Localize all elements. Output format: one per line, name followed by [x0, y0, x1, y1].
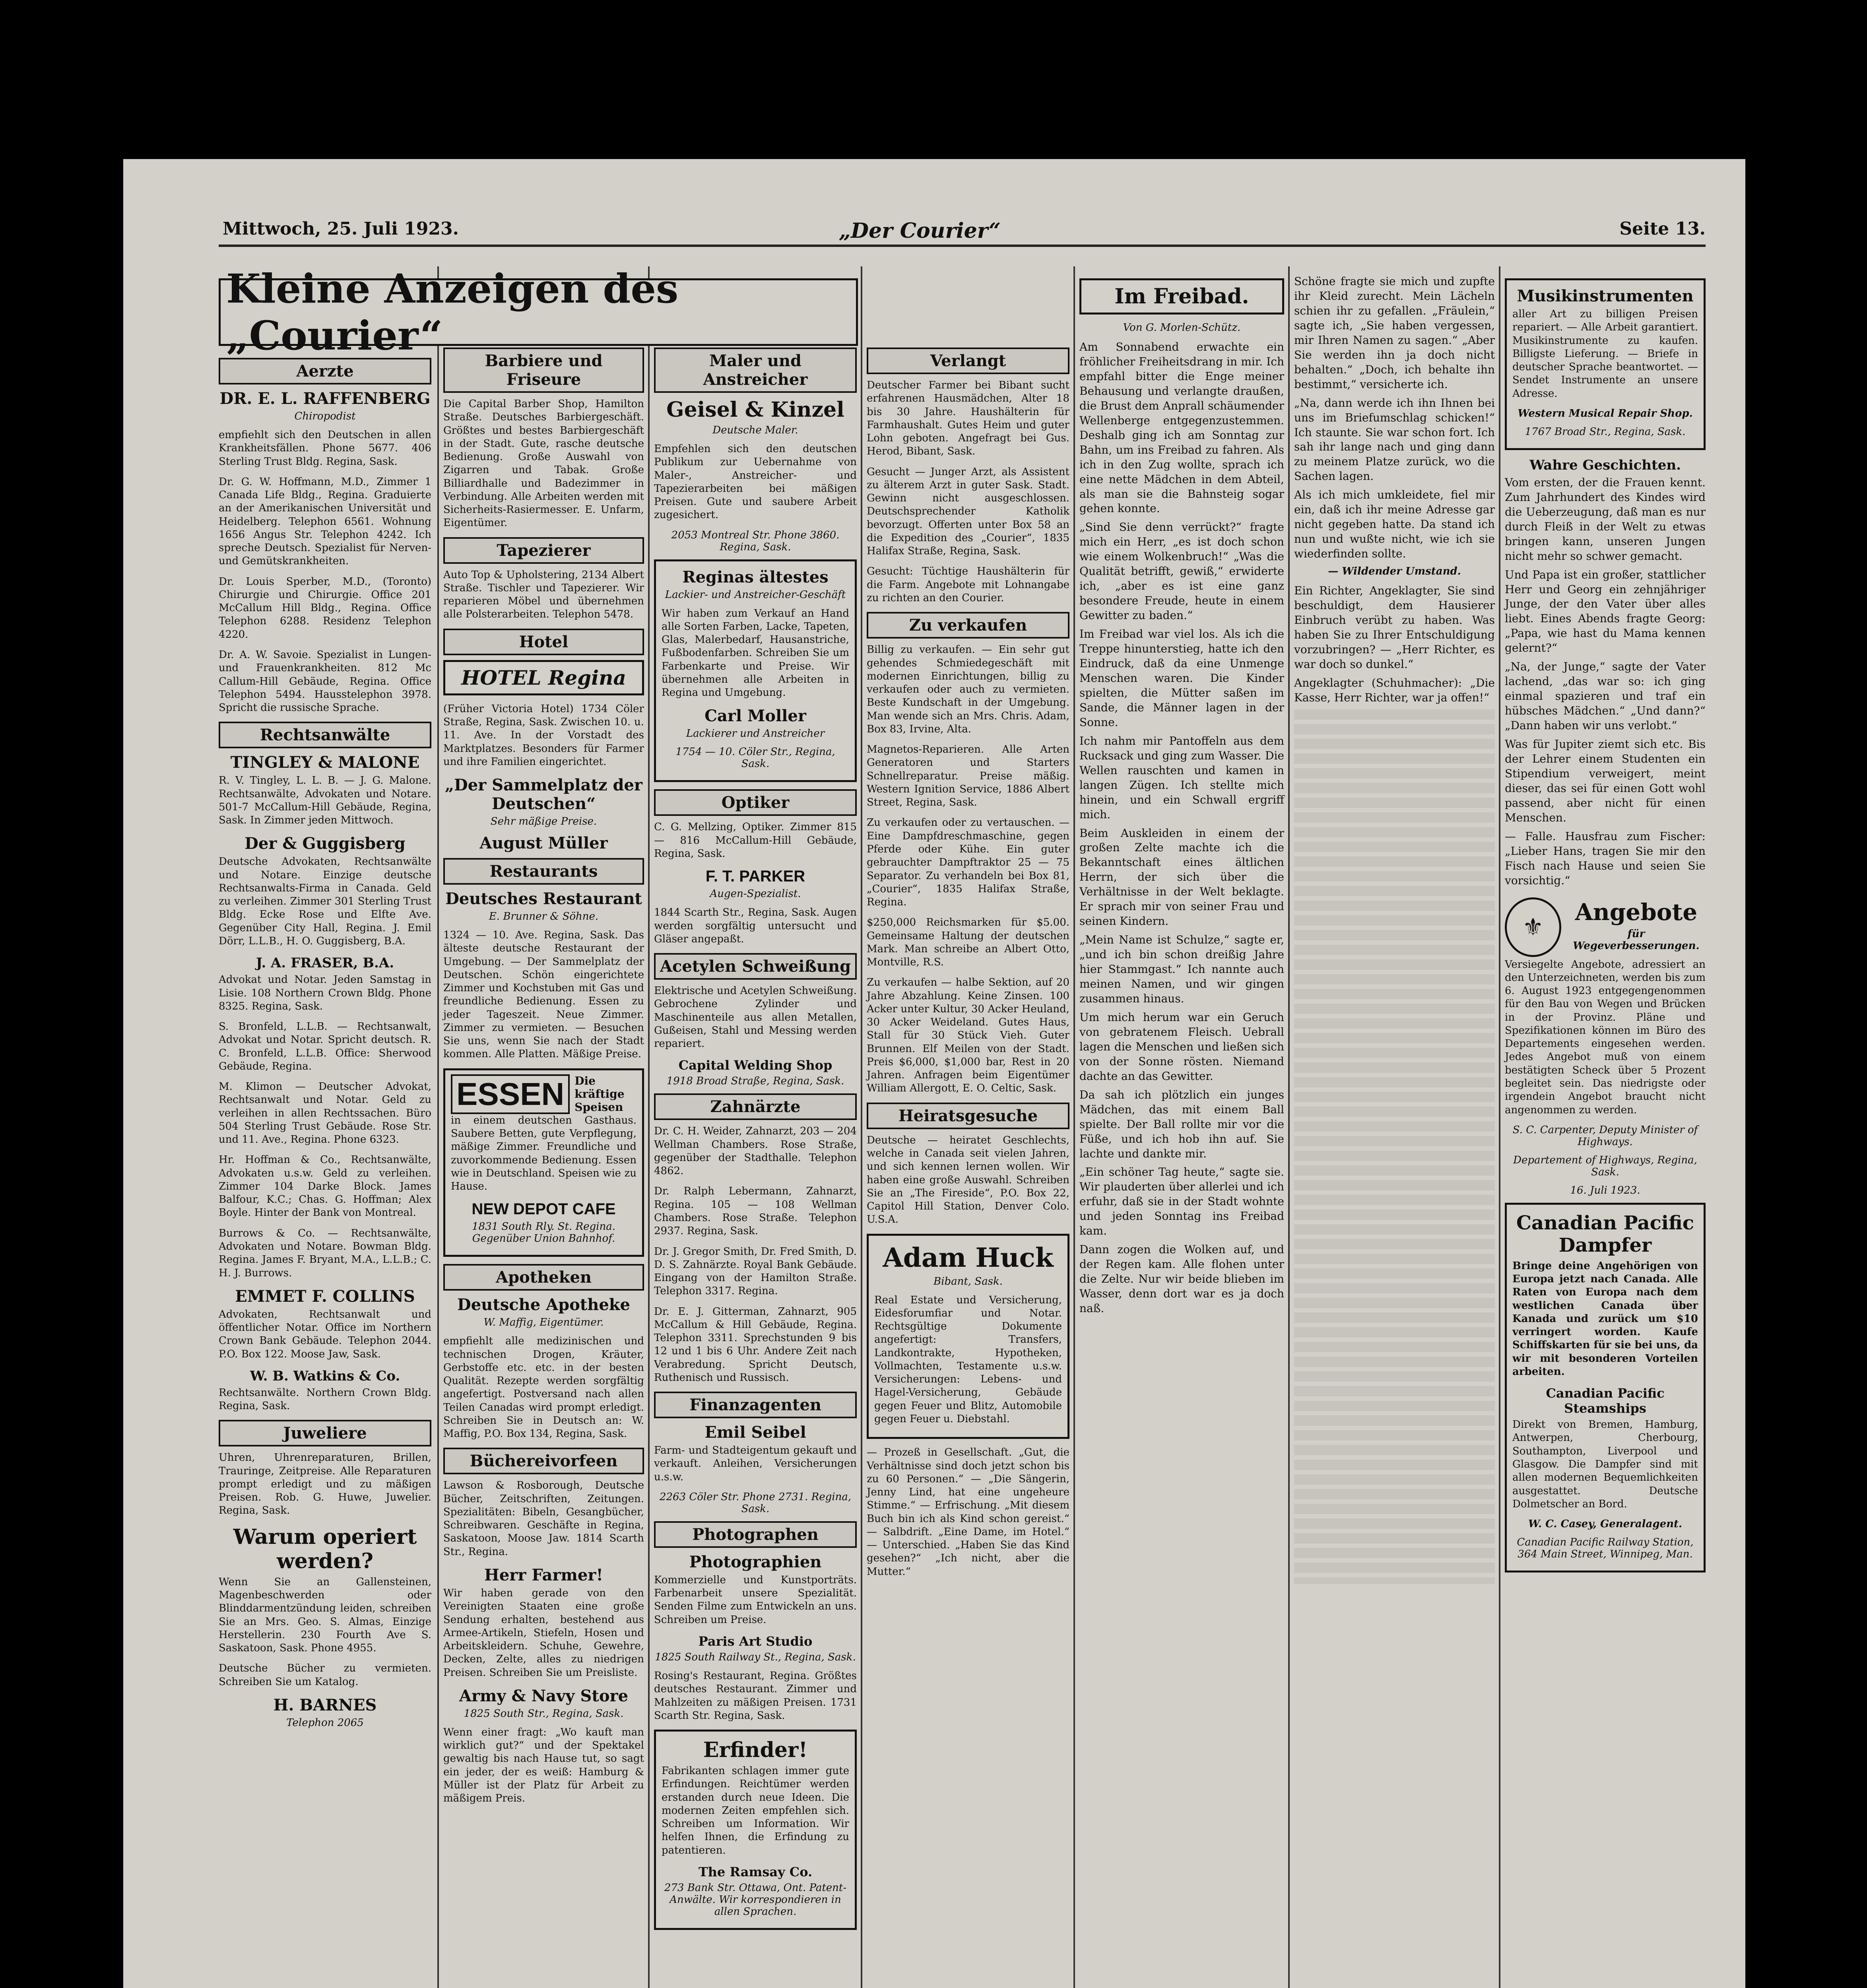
ad-name: Carl Moller: [704, 707, 806, 726]
ad-text: Wenn Sie an Gallensteinen, Magenbeschwerden oder Blinddarmentzündung leiden, schreiben Sie an Mrs. Geo. S. Almas, Einzige Herstellerin. 230 Fourth Ave S. Saskatoon, Sask. Phone 4955.: [219, 1576, 431, 1654]
ad-name: W. B. Watkins & Co.: [250, 1368, 400, 1384]
ad-subtitle: Bibant, Sask.: [934, 1275, 1003, 1287]
section-verlangt: Verlangt: [867, 348, 1069, 374]
ad-text: empfiehlt sich den Deutschen in allen Krankheitsfällen. Phone 5677. 406 Sterling Trust Bldg. Regina, Sask.: [219, 429, 431, 468]
section-apotheken: Apotheken: [443, 1264, 644, 1291]
ad-name: Capital Welding Shop: [678, 1058, 833, 1073]
ad-name: Deutsches Restaurant: [445, 889, 642, 909]
ad-text: Zu verkaufen — halbe Sektion, auf 20 Jahre Abzahlung. Keine Zinsen. 100 Acker unter Kultur, 30 Acker Heuland, 30 Acker Weideland. Gutes Haus, Stall für 30 Stück Vieh. Guter Brunnen. Elf Meilen von der Stadt. Preis $6,000, $1,000 bar, Rest in 20 Jahren. Anfragen beim Eigentümer William Allergott, E. O. Celtic, Sask.: [867, 977, 1069, 1095]
ad-text: Kommerzielle und Kunstporträts. Farbenarbeit unsere Spezialität. Senden Filme zum Entwickeln an uns. Schreiben um Preise.: [654, 1574, 857, 1626]
story-paragraph: „Ein schöner Tag heute,“ sagte sie. Wir plauderten über allerlei und ich erfuhr, daß sie in der Stadt wohnte und jeden Sonntag ins Freibad kam.: [1079, 1165, 1284, 1238]
ad-address: 1918 Broad Straße, Regina, Sask.: [666, 1075, 844, 1087]
story-paragraph: Da sah ich plötzlich ein junges Mädchen, das mit einem Ball spielte. Der Ball rollte mir vor die Füße, und ich hob ihn auf. Sie lachte und dankte mir.: [1079, 1088, 1284, 1160]
ad-subtitle: Lackierer und Anstreicher: [686, 728, 825, 740]
column-7: [1505, 274, 1706, 1988]
ad-text: Dr. Ralph Lebermann, Zahnarzt, Regina. 105 — 108 Wellman Chambers. Rose Straße. Telephon 2937. Regina, Sask.: [654, 1185, 857, 1237]
ad-name: J. A. FRASER, B.A.: [256, 955, 394, 971]
ad-subtitle: Augen-Spezialist.: [710, 888, 801, 900]
ad-name: H. BARNES: [273, 1695, 377, 1714]
column-rule: [1073, 266, 1075, 1988]
ad-text: $250,000 Reichsmarken für $5.00. Gemeinsame Haltung der deutschen Mark. Man schreibe an Albert Otto, Montville, R.S.: [867, 916, 1069, 969]
story-paragraph: Am Sonnabend erwachte ein fröhlicher Freiheitsdrang in mir. Ich empfahl bitter die Enge meiner Behausung und verlangte draußen, die Brust dem Anprall schäumender Wellenberge entgegenzustemmen. Deshalb ging ich am Sonntag zur Bahn, um ins Freibad zu fahren. Als ich in den Zug wollte, sprach ich eine nette Mädchen in dem Abteil, als man sie die Bahnsteig sogar gehen konnte.: [1079, 340, 1284, 515]
ad-name: Paris Art Studio: [698, 1634, 813, 1649]
story-title: Wahre Geschichten.: [1529, 457, 1681, 473]
section-juweliere: Juweliere: [219, 1420, 431, 1446]
story-paragraph: Als ich mich umkleidete, fiel mir ein, daß ich ihr meine Adresse gar nicht gegeben hatte. Da stand ich nun und wußte nicht, wie ich sie wiederfinden sollte.: [1294, 488, 1495, 561]
ad-text: Hr. Hoffman & Co., Rechtsanwälte, Advokaten u.s.w. Geld zu verleihen. Zimmer 104 Darke Block. James Balfour, K.C.; Chas. G. Hoffman; Alex Boyle. Hinter der Bank von Montreal.: [219, 1154, 431, 1219]
ad-text: Auto Top & Upholstering, 2134 Albert Straße. Tischler und Tapezierer. Wir reparieren Möbel und übernehmen alle Polsterarbeiten. Telephon 5478.: [443, 569, 644, 621]
ad-text: Burrows & Co. — Rechtsanwälte, Advokaten und Notare. Bowman Bldg. Regina. James F. Bryant, M.A., L.L.B.; C. H. J. Burrows.: [219, 1227, 431, 1279]
ad-address: 2263 Cöler Str. Phone 2731. Regina, Sask.: [659, 1491, 852, 1515]
story-paragraph: Was für Jupiter ziemt sich etc. Bis der Lehrer einem Studenten ein Stipendium verweigert, meint dieser, das sei für einen Gott wohl passend, aber nicht für einen Menschen.: [1505, 738, 1706, 824]
ad-subtitle: E. Brunner & Söhne.: [489, 911, 599, 923]
moller-ad: [654, 559, 857, 782]
ad-text: Deutsche Bücher zu vermieten. Schreiben Sie um Katalog.: [219, 1662, 431, 1688]
ad-text: Wir haben zum Verkauf an Hand alle Sorten Farben, Lacke, Tapeten, Glas, Malerbedarf, Hausanstriche, Fußbodenfarben. Schreiben Sie um Farbenkarte und Preise. Wir übernehmen alle Arbeiten in Regina und Umgebung.: [662, 607, 849, 699]
ad-name: TINGLEY & MALONE: [230, 753, 420, 772]
ad-text: Zu verkaufen oder zu vertauschen. — Eine Dampfdreschmaschine, gegen Pferde oder Kühe. Ein guter gebrauchter Dampftraktor 25 — 75 Separator. Zu verhandeln bei Box 81, „Courier“, 1835 Halifax Straße, Regina.: [867, 817, 1069, 909]
ad-text: Deutscher Farmer bei Bibant sucht erfahrenen Hausmädchen, Alter 18 bis 30 Jahre. Haushälterin für Farmhaushalt. Gutes Heim und guter Lohn geboten. Angefragt bei Gus. Herod, Bibant, Sask.: [867, 379, 1069, 458]
ad-address: 273 Bank Str. Ottawa, Ont. Patent-Anwälte. Wir korrespondieren in allen Sprachen.: [664, 1881, 847, 1918]
story-paragraph: „Na, dann werde ich ihn Ihnen bei uns im Briefumschlag schicken!“ Ich staunte. Sie war schon fort. Ich sah ihr lange nach und ging dann zu meinem Platze zurück, wo die Sachen lagen.: [1294, 396, 1495, 483]
ad-text: empfiehlt alle medizinischen und technischen Drogen, Kräuter, Gerbstoffe etc. etc. in der besten Qualität. Rezepte werden sorgfältig angefertigt. Postversand nach allen Teilen Canadas wird prompt erledigt. Schreiben Sie in Deutsch an: W. Maffig, P.O. Box 134, Regina, Sask.: [443, 1335, 644, 1440]
ad-address: 1767 Broad Str., Regina, Sask.: [1525, 425, 1686, 438]
story-paragraph: Ich nahm mir Pantoffeln aus dem Rucksack und ging zum Wasser. Die Wellen rauschten und kamen in langen Zügen. Ich stellte mich hinein, und ein Schwall ergriff mich.: [1079, 734, 1284, 821]
column-2: [443, 342, 644, 1988]
header-rule: [219, 245, 1706, 247]
ad-text: Farm- und Stadteigentum gekauft und verkauft. Anleihen, Versicherungen u.s.w.: [654, 1444, 857, 1483]
ad-text: Real Estate und Versicherung, Eidesforumfiar und Notar. Rechtsgültige Dokumente angefertigt: Transfers, Landkontrakte, Hypotheken, Vollmachten, Testamente u.s.w. Versicherungen: Lebens- und Hagel-Versicherung, Gebäude gegen Feuer und Blitz, Automobile gegen Feuer u. Diebstahl.: [874, 1294, 1062, 1425]
ad-text: Dr. G. W. Hoffmann, M.D., Zimmer 1 Canada Life Bldg., Regina. Graduierte an der Amerikanischen Universität und Heidelberg. Telephon 6561. Wohnung 1656 Angus Str. Telephon 4242. Ich spreche Deutsch. Spezialist für Nerven- und Gemütskrankheiten.: [219, 476, 431, 567]
text-filler: [1294, 709, 1495, 1584]
banner-title: Kleine Anzeigen des „Courier“: [226, 265, 679, 359]
story-paragraph: Um mich herum war ein Geruch von gebratenem Fleisch. Uebrall lagen die Menschen und ließen sich von der Sonne rösten. Niemand dachte an das Gewitter.: [1079, 1010, 1284, 1083]
story-title: Im Freibad.: [1114, 284, 1249, 309]
ad-text: Lawson & Rosborough, Deutsche Bücher, Zeitschriften, Zeitungen. Spezialitäten: Bibeln, Gesangbücher, Schreibwaren. Geschäfte in Regina, Saskatoon, Moose Jaw. 1814 Scarth Str., Regina.: [443, 1479, 644, 1558]
music-ad: [1505, 278, 1706, 450]
newspaper-page: [123, 159, 1745, 1988]
story-text: — Prozeß in Gesellschaft. „Gut, die Verhältnisse sind doch jetzt schon bis zu 60 Personen.“ — „Die Sängerin, Jenny Lind, hat eine ungeheure Stimme.“ — Erfrischung. „Mit diesem Buch bin ich als Kind schon gereist.“ — Salbdrift. „Eine Dame, im Hotel.“ — Unterschied. „Haben Sie das Kind gesehen?“ „Ich nicht, aber die Mutter.“: [867, 1446, 1069, 1578]
hotel-logo: [443, 660, 644, 695]
ad-name: NEW DEPOT CAFE: [472, 1200, 616, 1218]
ad-name: F. T. PARKER: [705, 868, 805, 885]
column-rule: [861, 266, 862, 1988]
section-heiratsgesuche: Heiratsgesuche: [867, 1103, 1069, 1129]
erfinder-ad: [654, 1730, 857, 1930]
story-title-box: [1079, 278, 1284, 315]
ad-text: Wenn einer fragt: „Wo kauft man wirklich gut?“ und der Spektakel gewaltig bis nach Hause tut, so sagt ein jeder, der es weiß: Hamburg & Müller ist der Platz für Arbeit zu mäßigem Preis.: [443, 1726, 644, 1805]
ad-subtitle: Deutsche Maler.: [712, 424, 798, 436]
ad-address: 1754 — 10. Cöler Str., Regina, Sask.: [675, 746, 835, 770]
ad-name: Western Musical Repair Shop.: [1518, 407, 1693, 419]
section-tapezierer: Tapezierer: [443, 537, 644, 564]
ad-text: Dr. J. Gregor Smith, Dr. Fred Smith, D. D. S. Zahnärzte. Royal Bank Gebäude. Eingang von der Hamilton Straße. Telephon 3317. Regina.: [654, 1245, 857, 1297]
ad-subtitle: W. Maffig, Eigentümer.: [483, 1316, 604, 1329]
section-buecher: Büchereivorfeen: [443, 1448, 644, 1474]
ad-text: Dr. E. J. Gitterman, Zahnarzt, 905 McCallum & Hill Gebäude, Regina. Telephon 3311. Sprechstunden 9 bis 12 und 1 bis 6 Uhr. Andere Zeit nach Verabredung. Spricht Deutsch, Ruthenisch und Russisch.: [654, 1305, 857, 1384]
ad-text: 1844 Scarth Str., Regina, Sask. Augen werden sorgfältig untersucht und Gläser angepaßt.: [654, 907, 857, 945]
ad-text: Magnetos-Reparieren. Alle Arten Generatoren und Starters Schnellreparatur. Preise mäßig. Western Ignition Service, 1886 Albert Street, Regina, Sask.: [867, 744, 1069, 809]
section-finanzagenten: Finanzagenten: [654, 1392, 857, 1418]
section-restaurants: Restaurants: [443, 858, 644, 885]
ad-name: Deutsche Apotheke: [457, 1295, 630, 1314]
story-paragraph: Beim Auskleiden in einem der großen Zelte machte ich die Bekanntschaft eines ältlichen Herrn, der sich über die Verhältnisse in der Welt beklagte. Er sprach mir von seiner Frau und seinen Kindern.: [1079, 826, 1284, 928]
ad-text: S. Bronfeld, L.L.B. — Rechtsanwalt, Advokat und Notar. Spricht deutsch. R. C. Bronfeld, L.L.B. Office: Sherwood Gebäude, Regina.: [219, 1021, 431, 1072]
ad-name: DR. E. L. RAFFENBERG: [219, 389, 431, 408]
ad-text: R. V. Tingley, L. L. B. — J. G. Malone. Rechtsanwälte, Advokaten und Notare. 501-7 McCallum-Hill Gebäude, Regina, Sask. In Zimmer jeden Mittwoch.: [219, 775, 431, 827]
section-hotel: Hotel: [443, 629, 644, 655]
column-3: [654, 342, 857, 1988]
ad-text: Deutsche Advokaten, Rechtsanwälte und Notare. Einzige deutsche Rechtsanwalts-Firma in Canada. Geld zu verleihen. Zimmer 301 Sterling Trust Bldg. Ecke Rose und Elfte Ave. Gegenüber City Hall, Regina. J. Emil Dörr, L.L.B., H. O. Guggisberg, B.A.: [219, 856, 431, 947]
ad-text: C. G. Mellzing, Optiker. Zimmer 815 — 816 McCallum-Hill Gebäude, Regina, Sask.: [654, 821, 857, 860]
notice-signature: S. C. Carpenter, Deputy Minister of Highways.: [1512, 1124, 1698, 1148]
ad-address: 1825 South Railway St., Regina, Sask.: [655, 1651, 856, 1664]
ad-text: Gesucht — Junger Arzt, als Assistent zu älterem Arzt in guter Sask. Stadt. Gewinn nicht ausgeschlossen. Deutschsprechender Katholik bevorzugt. Offerten unter Box 58 an die Expedition des „Courier“, 1835 Halifax Straße, Regina, Sask.: [867, 466, 1069, 557]
section-verkaufen: Zu verkaufen: [867, 612, 1069, 639]
section-aerzte: Aerzte: [219, 358, 431, 384]
hotel-logo-text: HOTEL Regina: [461, 666, 626, 689]
ad-headline: Canadian Pacific Dampfer: [1516, 1211, 1694, 1256]
ad-name: Adam Huck: [883, 1242, 1054, 1273]
ad-headline: Musikinstrumenten: [1517, 287, 1694, 305]
ad-address: Canadian Pacific Railway Station, 364 Main Street, Winnipeg, Man.: [1517, 1536, 1694, 1561]
ad-address: 1825 South Str., Regina, Sask.: [464, 1707, 624, 1720]
story-paragraph: „Mein Name ist Schulze,“ sagte er, „und ich bin schon dreißig Jahre hier Stammgast.“ Ich nannte auch meinen Namen, und wir gingen zusammen hinaus.: [1079, 933, 1284, 1005]
ad-name: Reginas ältestes: [682, 567, 829, 586]
ad-text: 1324 — 10. Ave. Regina, Sask. Das älteste deutsche Restaurant der Umgebung. — Der Sammelplatz der Deutschen. Schön eingerichtete Zimmer und Kochstuben mit Gas und freundliche Bedienung. Essen zu jeder Tageszeit. Neue Zimmer. Zimmer zu vermieten. — Besuchen Sie uns, wenn Sie nach der Stadt kommen. Alle Platten. Mäßige Preise.: [443, 929, 644, 1060]
story-paragraph: Im Freibad war viel los. Als ich die Treppe hinunterstieg, hatte ich den Eindruck, daß da eine Unmenge Menschen waren. Die Kinder spielten, die Mütter saßen im Sande, die Männer lagen in der Sonne.: [1079, 627, 1284, 729]
ad-name: The Ramsay Co.: [698, 1864, 813, 1879]
ad-text: Wir haben gerade von den Vereinigten Staaten eine große Sendung erhalten, bestehend aus Armee-Artikeln, Stiefeln, Hosen und Arbeitskleidern. Schuhe, Gewehre, Decken, Zelte, alles zu niedrigen Preisen. Schreiben Sie um Preisliste.: [443, 1587, 644, 1679]
column-4: [867, 342, 1069, 1988]
ad-text: Dr. A. W. Savoie. Spezialist in Lungen- und Frauenkrankheiten. 812 Mc Callum-Hill Gebäude, Regina. Office Telephon 5494. Hausstelephon 3978. Spricht die russische Sprache.: [219, 648, 431, 714]
section-photographen: Photographen: [654, 1521, 857, 1548]
ad-text: Billig zu verkaufen. — Ein sehr gut gehendes Schmiedegeschäft mit modernen Einrichtungen, billig zu verkaufen oder auch zu vermieten. Beste Kundschaft in der Umgebung. Man wende sich an Mrs. Chris. Adam, Box 83, Irvine, Alta.: [867, 644, 1069, 735]
ad-text: Deutsche — heiratet Geschlechts, welche in Canada seit vielen Jahren, und sich kennen lernen wollen. Wir haben eine große Auswahl. Schreiben Sie an „The Fireside“, P.O. Box 22, Capitol Hill Station, Denver Colo. U.S.A.: [867, 1134, 1069, 1226]
ad-text: Elektrische und Acetylen Schweißung. Gebrochene Zylinder und Maschinenteile aus allen Metallen, Gußeisen, Stahl und Messing werden repariert.: [654, 985, 857, 1050]
ad-text: Die Capital Barber Shop, Hamilton Straße. Deutsches Barbiergeschäft. Größtes und bestes Barbiergeschäft in der Stadt. Gute, rasche deutsche Bedienung. Große Auswahl von Zigarren und Tabak. Große Billiardhalle und Badezimmer in Verbindung. Alle Arbeiten werden mit Sicherheits-Rasiermesser. E. Unfarm, Eigentümer.: [443, 398, 644, 529]
ad-text: Uhren, Uhrenreparaturen, Brillen, Trauringe, Zeitpreise. Alle Reparaturen prompt erledigt und zu mäßigen Preisen. Rob. G. Huwe, Juwelier. Regina, Sask.: [219, 1452, 431, 1517]
column-rule: [437, 266, 439, 1988]
ad-headline: „Der Sammelplatz der Deutschen“: [445, 776, 642, 813]
ad-text: Dr. C. H. Weider, Zahnarzt, 203 — 204 Wellman Chambers. Rose Straße, gegenüber der Stadthalle. Telephon 4862.: [654, 1125, 857, 1177]
ad-subtitle: Sehr mäßige Preise.: [490, 815, 597, 828]
angebote-notice: [1505, 896, 1706, 1196]
ad-text: Advokaten, Rechtsanwalt und öffentlicher Notar. Office im Northern Crown Bank Gebäude. Telephon 2044. P.O. Box 122. Moose Jaw, Sask.: [219, 1308, 431, 1360]
ad-text: aller Art zu billigen Preisen repariert. — Alle Arbeit garantiert. Musikinstrumente zu kaufen. Billigste Lieferung. — Briefe in deutscher Sprache beantwortet. — Sendet Instrumente an unsere Adresse.: [1512, 308, 1698, 400]
ad-text: Dr. Louis Sperber, M.D., (Toronto) Chirurgie und Chirurgie. Office 201 McCallum Hill Bldg., Regina. Office Telephon 6288. Residenz Telephon 4220.: [219, 575, 431, 641]
notice-subtitle: für Wegeverbesserungen.: [1573, 928, 1700, 952]
notice-department: Departement of Highways, Regina, Sask.: [1513, 1154, 1697, 1178]
column-6: [1294, 274, 1495, 1988]
ad-name: Army & Navy Store: [459, 1686, 629, 1705]
story-paragraph: „Sind Sie denn verrückt?“ fragte mich ein Herr, „es ist doch schon wie einem Wolkenbruch!“ „Was die Qualität betrifft, gewiß,“ erwiderte ich, „aber es ist eine ganz besondere Freude, heute in einem Gewitter zu baden.“: [1079, 520, 1284, 622]
ad-headline: Photographien: [689, 1552, 822, 1571]
story-subheading: — Wildender Umstand.: [1328, 565, 1461, 578]
ad-headline: Erfinder!: [703, 1738, 808, 1763]
story-paragraph: Und Papa ist ein großer, stattlicher Herr und Georg ein zehnjähriger Junge, der den Vater über alles liebt. Eines Abends fragte Georg: „Papa, wie hast du Mama kennen gelernt?“: [1505, 568, 1706, 655]
ad-text: Rosing's Restaurant, Regina. Größtes deutsches Restaurant. Zimmer und Mahlzeiten zu mäßigen Preisen. 1731 Scarth Str. Regina, Sask.: [654, 1670, 857, 1722]
ad-address: 1831 South Rly. St. Regina. Gegenüber Union Bahnhof.: [472, 1221, 615, 1245]
ad-address: 2053 Montreal Str. Phone 3860. Regina, Sask.: [671, 529, 840, 553]
ad-name: August Müller: [479, 834, 608, 853]
section-zahnaerzte: Zahnärzte: [654, 1093, 857, 1120]
ad-text: M. Klimon — Deutscher Advokat, Rechtsanwalt und Notar. Geld zu verleihen in allen Rechtssachen. Büro 504 Sterling Trust Gebäude. Rose Str. und 11. Ave., Regina. Phone 6323.: [219, 1081, 431, 1146]
notice-title: Angebote: [1575, 898, 1698, 926]
ad-text: (Früher Victoria Hotel) 1734 Cöler Straße, Regina, Sask. Zwischen 10. u. 11. Ave. In der Vorstadt des Marktplatzes. Besonders für Farmer und ihre Familien eingerichtet.: [443, 703, 644, 768]
column-5: [1079, 274, 1284, 1988]
ad-subtitle: Chiropodist: [294, 410, 356, 422]
huck-ad: [867, 1234, 1069, 1439]
section-rechtsanwaelte: Rechtsanwälte: [219, 722, 431, 748]
ad-side-text: Die kräftige Speisen: [574, 1074, 625, 1114]
ad-name: Geisel & Kinzel: [666, 398, 844, 422]
section-barbiere: Barbiere und Friseure: [443, 348, 644, 393]
story-paragraph: Schöne fragte sie mich und zupfte ihr Kleid zurecht. Mein Lächeln schien ihr zu gefallen. „Fräulein,“ sagte ich, „Sie haben vergessen, mir Ihren Namen zu sagen.“ „Aber Sie werden ihn ja doch nicht behalten.“ „Doch, ich behalte ihn bestimmt,“ versicherte ich.: [1294, 275, 1495, 391]
ad-subtitle: Lackier- und Anstreicher-Geschäft: [665, 588, 846, 601]
story-paragraph: „Na, der Junge,“ sagte der Vater lachend, „das war so: ich ging einmal spazieren und traf ein hübsches Mädchen.“ „Und dann?“ „Dann haben wir uns verlobt.“: [1505, 660, 1706, 732]
column-rule: [1288, 266, 1290, 1988]
notice-text: Versiegelte Angebote, adressiert an den Unterzeichneten, werden bis zum 6. August 1923 entgegengenommen für den Bau von Wegen und Brücken in der Provinz. Pläne und Spezifikationen können im Büro des Departements eingesehen werden. Jedes Angebot muß von einem bestätigten Scheck über 5 Prozent begleitet sein. Das niedrigste oder irgendein Angebot braucht nicht angenommen zu werden.: [1505, 958, 1706, 1116]
story-paragraph: Angeklagter (Schuhmacher): „Die Kasse, Herr Richter, war ja offen!“: [1294, 676, 1495, 704]
ad-text: Fabrikanten schlagen immer gute Erfindungen. Reichtümer werden erstanden durch neue Ideen. Die modernen Zeiten empfehlen sich. Schreiben um Information. Wir helfen Ihnen, die Erfindung zu patentieren.: [662, 1765, 849, 1856]
section-maler: Maler und Anstreicher: [654, 348, 857, 393]
ad-big-word: ESSEN: [451, 1074, 570, 1114]
provincial-seal-icon: ⚜: [1505, 897, 1561, 957]
ad-name: EMMET F. COLLINS: [235, 1287, 415, 1306]
ad-name: Emil Seibel: [704, 1423, 806, 1442]
notice-date: 16. Juli 1923.: [1570, 1184, 1640, 1196]
story-paragraph: Dann zogen die Wolken auf, und der Regen kam. Alle flohen unter die Zelte. Nur wir beide blieben im Wasser, denn dort war es ja doch naß.: [1079, 1243, 1284, 1315]
ad-text: Rechtsanwälte. Northern Crown Bldg. Regina, Sask.: [219, 1386, 431, 1412]
header-date: Mittwoch, 25. Juli 1923.: [223, 219, 459, 239]
ad-text: Empfehlen sich den deutschen Publikum zur Uebernahme von Maler-, Anstreicher- und Tapezierarbeiten bei mäßigen Preisen. Gute und saubere Arbeit zugesichert.: [654, 443, 857, 521]
story-paragraph: Vom ersten, der die Frauen kennt. Zum Jahrhundert des Kindes wird die Ueberzeugung, daß man es nur durch Fleiß in der Welt zu etwas bringen kann, unseren Jungen nicht mehr so schwer gemacht.: [1505, 476, 1706, 563]
ad-text: Advokat und Notar. Jeden Samstag in Lisie. 108 Northern Crown Bldg. Phone 8325. Regina, Sask.: [219, 974, 431, 1012]
cpr-ad: [1505, 1203, 1706, 1573]
classified-banner: [219, 265, 858, 359]
story-paragraph: — Falle. Hausfrau zum Fischer: „Lieber Hans, tragen Sie mir den Fisch nach Hause und seien Sie vorsichtig.“: [1505, 829, 1706, 887]
ad-name: Canadian Pacific Steamships: [1546, 1386, 1665, 1416]
ad-text: Direkt von Bremen, Hamburg, Antwerpen, Cherbourg, Southampton, Liverpool und Glasgow. Die Dampfer sind mit allen modernen Bequemlichkeiten ausgestattet. Deutsche Dolmetscher an Bord.: [1512, 1419, 1698, 1510]
header-paper-name: „Der Courier“: [839, 219, 1001, 243]
section-schweissung: Acetylen Schweißung: [654, 953, 857, 980]
header-page-number: Seite 13.: [1619, 219, 1706, 239]
ad-agent: W. C. Casey, Generalagent.: [1528, 1518, 1683, 1530]
ad-text: Bringe deine Angehörigen von Europa jetzt nach Canada. Alle Raten von Europa nach dem westlichen Canada über Kanada und zurück um $10 verringert worden. Kaufe Schiffskarten für sie bei uns, da wir mit besonderen Vorteilen arbeiten.: [1512, 1260, 1698, 1378]
ad-text: in einem deutschen Gasthaus. Saubere Betten, gute Verpflegung, mäßige Zimmer. Freundliche und zuvorkommende Bedienung. Essen wie in Deutschland. Speisen wie zu Hause.: [451, 1114, 637, 1193]
ad-phone: Telephon 2065: [286, 1716, 364, 1729]
ad-headline: Herr Farmer!: [484, 1566, 603, 1585]
essen-ad: [443, 1068, 644, 1257]
story-byline: Von G. Morlen-Schütz.: [1123, 322, 1241, 334]
section-optiker: Optiker: [654, 789, 857, 816]
ad-text: Gesucht: Tüchtige Haushälterin für die Farm. Angebote mit Lohnangabe zu richten an den Courier.: [867, 565, 1069, 604]
story-paragraph: Ein Richter, Angeklagter, Sie sind beschuldigt, dem Hausierer Einbruch verübt zu haben. Was haben Sie zu Ihrer Entschuldigung vorzubringen? — „Herr Richter, es war doch so dunkel.“: [1294, 584, 1495, 671]
column-rule: [1499, 266, 1500, 1988]
column-rule: [648, 266, 650, 1988]
ad-headline: Warum operiert werden?: [233, 1524, 417, 1573]
ad-name: Der & Guggisberg: [245, 834, 406, 853]
